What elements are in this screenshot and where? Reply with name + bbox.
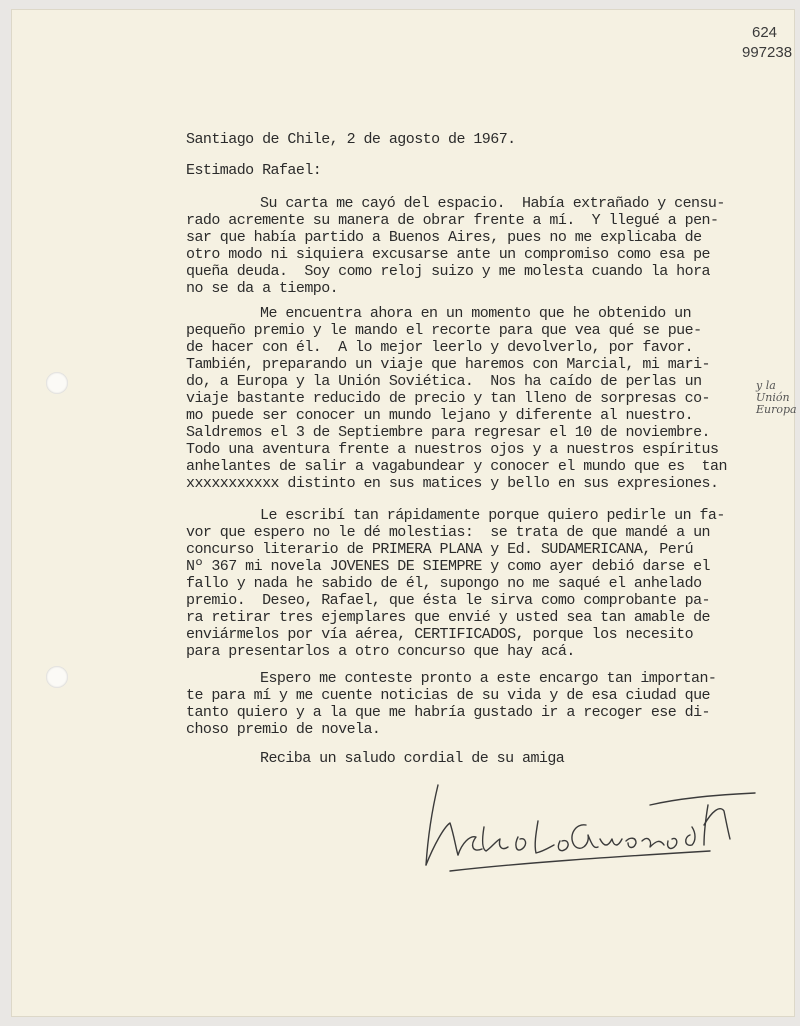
paragraph-4-line: Espero me conteste pronto a este encargo tan importan- (260, 670, 717, 687)
paragraph-3-line: Le escribí tan rápidamente porque quiero pedirle un fa- (260, 507, 725, 524)
paragraph-2-line: de hacer con él. A lo mejor leerlo y devolverlo, por favor. (186, 339, 694, 356)
punch-hole-bottom (46, 666, 68, 688)
paragraph-2-line: Todo una aventura frente a nuestros ojos y a nuestros espíritus (186, 441, 719, 458)
paragraph-4-line: te para mí y me cuente noticias de su vida y de esa ciudad que (186, 687, 710, 704)
paragraph-4-line: tanto quiero y a la que me habría gustado ir a recoger ese di- (186, 704, 710, 721)
paragraph-2-line: Me encuentra ahora en un momento que he obtenido un (260, 305, 692, 322)
paragraph-1-line: Su carta me cayó del espacio. Había extrañado y censu- (260, 195, 725, 212)
paragraph-2-line: Saldremos el 3 de Septiembre para regresar el 10 de noviembre. (186, 424, 710, 441)
archive-number-1: 624 (752, 24, 778, 41)
paragraph-3-line: fallo y nada he sabido de él, supongo no me saqué el anhelado (186, 575, 702, 592)
margin-note-line: y la Unión (756, 379, 790, 404)
margin-note (756, 380, 800, 416)
paragraph-3-line: enviármelos por vía aérea, CERTIFICADOS, porque los necesito (186, 626, 694, 643)
paragraph-3-line: Nº 367 mi novela JOVENES DE SIEMPRE y como ayer debió darse el (186, 558, 710, 575)
paragraph-1-line: otro modo ni siquiera excusarse ante un compromiso como esa pe (186, 246, 710, 263)
paragraph-2-line: do, a Europa y la Unión Soviética. Nos ha caído de perlas un (186, 373, 702, 390)
archive-number-2: 997238 (742, 44, 793, 61)
letter-closing: Reciba un saludo cordial de su amiga (260, 750, 565, 767)
letter-salutation: Estimado Rafael: (186, 162, 322, 179)
paragraph-2-line: viaje bastante reducido de precio y tan lleno de sorpresas co- (186, 390, 710, 407)
paragraph-3-line: para presentarlos a otro concurso que hay acá. (186, 643, 575, 660)
margin-note-line: Europa (756, 403, 797, 416)
paragraph-4-line: choso premio de novela. (186, 721, 381, 738)
paragraph-2-line: pequeño premio y le mando el recorte para que vea qué se pue- (186, 322, 702, 339)
paragraph-1-line: no se da a tiempo. (186, 280, 339, 297)
letter-date: Santiago de Chile, 2 de agosto de 1967. (186, 131, 516, 148)
handwritten-signature (410, 765, 760, 875)
punch-hole-top (46, 372, 68, 394)
paragraph-1-line: rado acremente su manera de obrar frente a mí. Y llegué a pen- (186, 212, 719, 229)
paragraph-3-line: concurso literario de PRIMERA PLANA y Ed. SUDAMERICANA, Perú (186, 541, 694, 558)
paragraph-2-line: anhelantes de salir a vagabundear y conocer el mundo que es tan (186, 458, 727, 475)
paragraph-1-line: queña deuda. Soy como reloj suizo y me molesta cuando la hora (186, 263, 710, 280)
paragraph-3-line: premio. Deseo, Rafael, que ésta le sirva como comprobante pa- (186, 592, 710, 609)
paragraph-3-line: ra retirar tres ejemplares que envié y usted sea tan amable de (186, 609, 710, 626)
paragraph-1-line: sar que había partido a Buenos Aires, pues no me explicaba de (186, 229, 702, 246)
paragraph-2-line: xxxxxxxxxxx distinto en sus matices y bello en sus expresiones. (186, 475, 719, 492)
paragraph-2-line: mo puede ser conocer un mundo lejano y diferente al nuestro. (186, 407, 694, 424)
paragraph-2-line: También, preparando un viaje que haremos con Marcial, mi mari- (186, 356, 710, 373)
paragraph-3-line: vor que espero no le dé molestias: se trata de que mandé a un (186, 524, 710, 541)
